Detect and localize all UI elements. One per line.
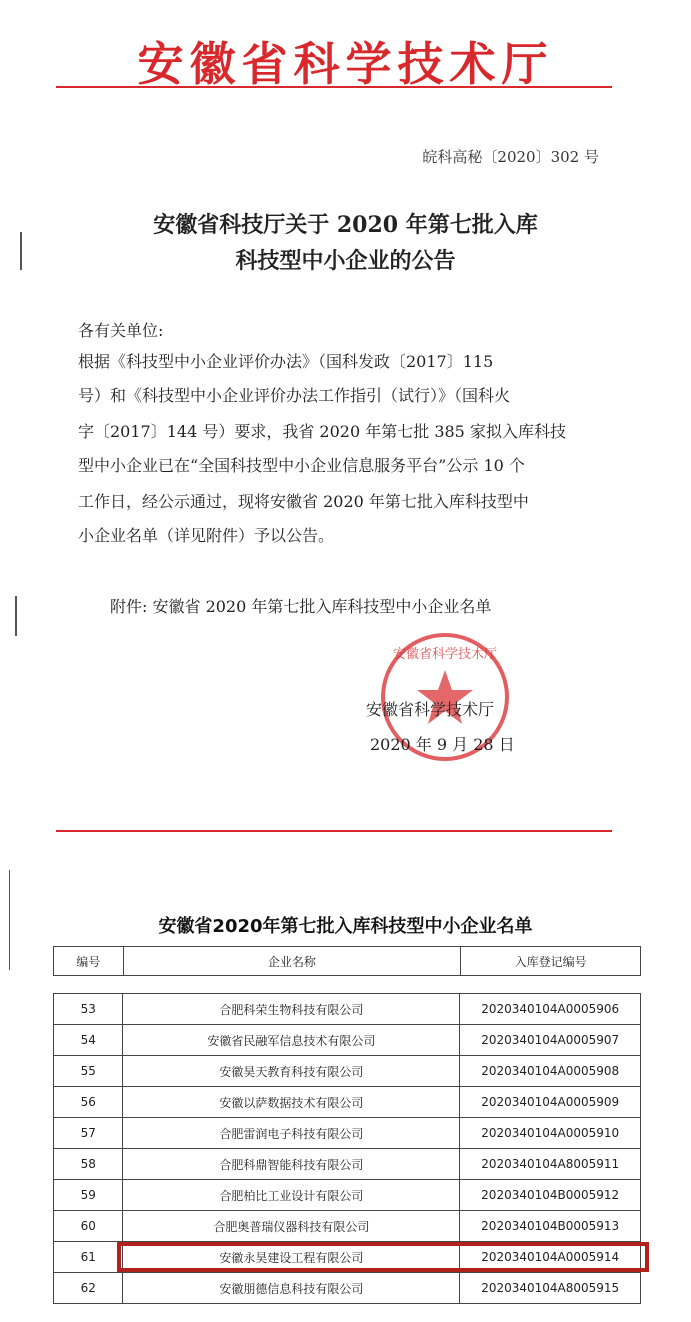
row-company-name: 安徽昊天教育科技有限公司 [123,1056,460,1087]
column-header-reg: 入库登记编号 [461,947,641,976]
body-line: 根据《科技型中小企业评价办法》（国科发政〔2017〕115 [78,352,494,371]
row-no: 53 [54,994,123,1025]
row-no: 55 [54,1056,123,1087]
row-no: 62 [54,1273,123,1304]
table-row [54,1056,641,1087]
column-header-name: 企业名称 [123,947,461,976]
table-row [54,1118,641,1149]
row-reg-number: 2020340104B0005913 [460,1211,641,1242]
column-header-no: 编号 [54,947,124,976]
row-reg-number: 2020340104A0005907 [460,1025,641,1056]
row-no: 57 [54,1118,123,1149]
row-no: 56 [54,1087,123,1118]
row-reg-number: 2020340104A0005910 [460,1118,641,1149]
table-row [54,1211,641,1242]
row-reg-number: 2020340104B0005912 [460,1180,641,1211]
row-no: 60 [54,1211,123,1242]
signature-date: 2020 年 9 月 28 日 [370,735,515,754]
salutation: 各有关单位: [78,321,164,340]
row-company-name: 安徽省民融军信息技术有限公司 [123,1025,460,1056]
row-no: 61 [54,1242,123,1273]
svg-text:安徽省科学技术厅: 安徽省科学技术厅 [392,647,498,662]
row-reg-number: 2020340104A0005914 [460,1242,641,1273]
list-title: 安徽省2020年第七批入库科技型中小企业名单 [158,916,533,937]
table-row [54,994,641,1025]
list-header-table [53,946,641,976]
row-reg-number: 2020340104A8005911 [460,1149,641,1180]
row-company-name: 安徽朋德信息科技有限公司 [123,1273,460,1304]
table-row [54,1180,641,1211]
table-row [54,1273,641,1304]
row-company-name: 合肥柏比工业设计有限公司 [123,1180,460,1211]
document-number: 皖科高秘〔2020〕302 号 [422,148,599,166]
row-company-name: 合肥奥普瑞仪器科技有限公司 [123,1211,460,1242]
row-no: 59 [54,1180,123,1211]
body-line: 小企业名单（详见附件）予以公告。 [78,526,335,545]
scan-mark [20,232,22,270]
table-row [54,1087,641,1118]
table-row [54,1025,641,1056]
letterhead-title: 安徽省科学技术厅 [137,37,554,91]
row-company-name: 合肥科鼎智能科技有限公司 [123,1149,460,1180]
row-reg-number: 2020340104A8005915 [460,1273,641,1304]
highlight-box [117,1242,649,1272]
row-company-name: 合肥雷润电子科技有限公司 [123,1118,460,1149]
notice-title-line1: 安徽省科技厅关于 2020 年第七批入库 [153,212,538,238]
notice-title-line2: 科技型中小企业的公告 [235,248,456,274]
body-line: 型中小企业已在“全国科技型中小企业信息服务平台”公示 10 个 [78,456,525,475]
row-company-name: 安徽以萨数据技术有限公司 [123,1087,460,1118]
letterhead-rule [56,86,612,88]
attachment-note: 附件: 安徽省 2020 年第七批入库科技型中小企业名单 [110,597,492,616]
row-reg-number: 2020340104A0005908 [460,1056,641,1087]
signature-org: 安徽省科学技术厅 [366,700,495,719]
body-line: 号）和《科技型中小企业评价办法工作指引（试行）》（国科火 [78,386,511,405]
row-reg-number: 2020340104A0005909 [460,1087,641,1118]
page-separator-rule [56,830,612,832]
row-company-name: 合肥科荣生物科技有限公司 [123,994,460,1025]
body-line: 工作日，经公示通过，现将安徽省 2020 年第七批入库科技型中 [78,492,529,511]
row-no: 58 [54,1149,123,1180]
row-company-name: 安徽永昊建设工程有限公司 [123,1242,460,1273]
scan-mark [15,596,17,636]
row-no: 54 [54,1025,123,1056]
table-row [54,1149,641,1180]
body-line: 字〔2017〕144 号）要求，我省 2020 年第七批 385 家拟入库科技 [78,422,566,441]
row-reg-number: 2020340104A0005906 [460,994,641,1025]
